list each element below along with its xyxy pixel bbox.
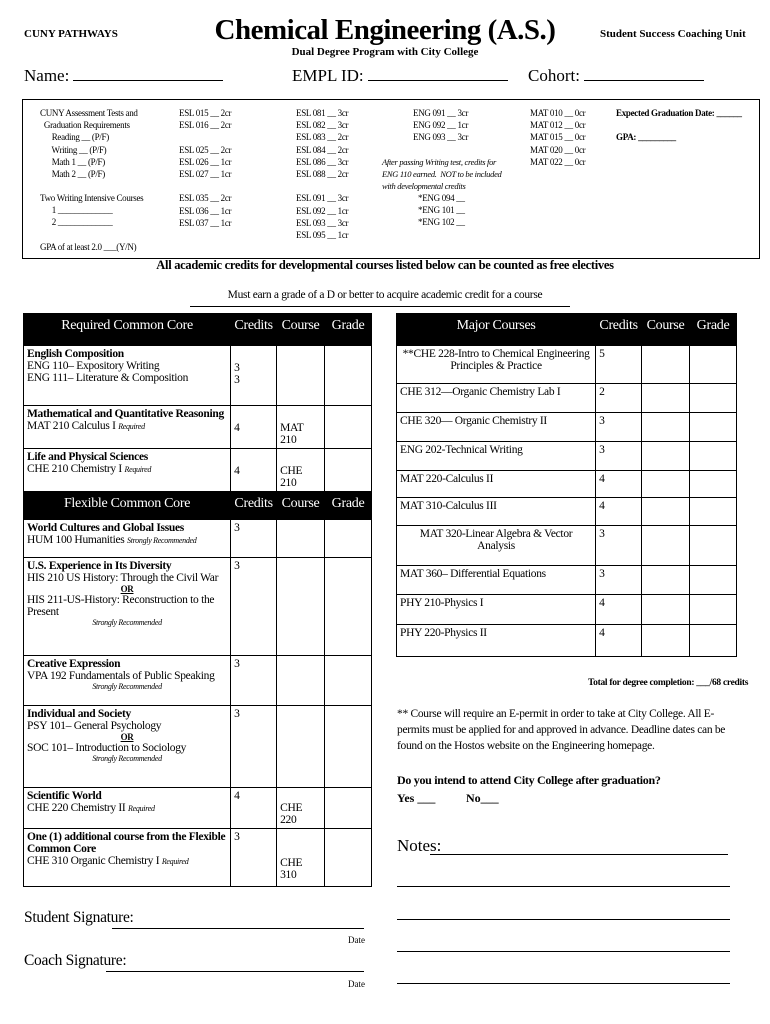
- credits-value: 2: [596, 384, 642, 413]
- credits-value: 3: [596, 442, 642, 471]
- grade-header: Grade: [690, 314, 737, 346]
- required-tag: Required: [128, 804, 155, 813]
- table-row: [24, 449, 372, 492]
- name-label: Name:: [24, 66, 70, 85]
- course-value: CHE 310: [280, 857, 303, 881]
- course-cell[interactable]: [642, 346, 690, 384]
- major-course-name: CHE 320— Organic Chemistry II: [397, 413, 596, 442]
- major-course-name: MAT 220-Calculus II: [397, 471, 596, 498]
- grade-cell[interactable]: [325, 520, 372, 558]
- recommended-tag: Strongly Recommended: [92, 618, 162, 627]
- grade-cell[interactable]: [325, 346, 372, 406]
- course-value: CHE 220: [280, 802, 303, 826]
- table-row: [397, 526, 737, 566]
- course-value: CHE 210: [280, 465, 303, 489]
- math-title: Mathematical and Quantitative Reasoning: [27, 408, 224, 420]
- common-core-table: [23, 313, 372, 887]
- yes-option[interactable]: Yes ___: [397, 791, 436, 805]
- major-course-name: PHY 210-Physics I: [397, 595, 596, 625]
- credits-value: 3: [231, 656, 277, 706]
- vpa-192: VPA 192 Fundamentals of Public Speaking: [27, 670, 215, 682]
- eng-list: ENG 091 __ 3cr ENG 092 __ 1cr ENG 093 __ 3cr: [413, 108, 469, 143]
- or-label: OR: [120, 584, 134, 594]
- grade-cell[interactable]: [690, 625, 737, 657]
- table-row: [24, 346, 372, 406]
- student-signature-label: Student Signature:: [24, 909, 134, 926]
- course-cell[interactable]: [277, 520, 325, 558]
- grade-cell[interactable]: [325, 406, 372, 449]
- major-course-name: CHE 312—Organic Chemistry Lab I: [397, 384, 596, 413]
- table-row: [397, 595, 737, 625]
- date-label: Date: [348, 935, 365, 945]
- course-cell[interactable]: [642, 498, 690, 526]
- grade-cell[interactable]: [690, 526, 737, 566]
- table-row: [397, 442, 737, 471]
- grade-requirement-note: Must earn a grade of a D or better to acquire academic credit for a course: [227, 289, 543, 301]
- page-title: Chemical Engineering (A.S.): [214, 14, 556, 46]
- major-course-name: ENG 202-Technical Writing: [397, 442, 596, 471]
- add-course-name: CHE 310 Organic Chemistry I: [27, 855, 160, 867]
- credits-value: 5: [596, 346, 642, 384]
- credits-value: 3: [231, 706, 277, 788]
- course-cell[interactable]: [642, 526, 690, 566]
- course-header: Course: [277, 492, 325, 520]
- major-course-name: MAT 360– Differential Equations: [397, 566, 596, 595]
- major-course-name: MAT 310-Calculus III: [397, 498, 596, 526]
- grade-cell[interactable]: [690, 471, 737, 498]
- table-row: [24, 656, 372, 706]
- credits-value: 3: [231, 520, 277, 558]
- creative-expression-title: Creative Expression: [27, 658, 121, 670]
- table-row: [397, 384, 737, 413]
- table-row: [397, 413, 737, 442]
- psy-101: PSY 101– General Psychology: [27, 720, 162, 732]
- major-courses-header: Major Courses: [397, 314, 596, 346]
- notes-line[interactable]: [397, 919, 730, 920]
- table-row: [24, 829, 372, 887]
- course-header: Course: [277, 314, 325, 346]
- assessment-tests: CUNY Assessment Tests and Graduation Requirements Reading __ (P/F) Writing __ (P/F) Math 1 __ (P/F) Math 2 __ (P/F): [40, 108, 138, 180]
- required-core-header: Required Common Core: [24, 314, 231, 346]
- cohort-label: Cohort:: [528, 66, 580, 85]
- coach-signature-label: Coach Signature:: [24, 952, 127, 969]
- grade-cell[interactable]: [325, 449, 372, 492]
- course-cell[interactable]: [277, 346, 325, 406]
- course-cell[interactable]: [642, 595, 690, 625]
- us-experience-title: U.S. Experience in Its Diversity: [27, 560, 172, 572]
- required-tag: Required: [161, 857, 189, 866]
- notes-line[interactable]: [397, 983, 730, 984]
- total-credits: Total for degree completion: ___/68 credits: [588, 678, 749, 688]
- recommended-tag: Strongly Recommended: [92, 754, 162, 763]
- course-value: MAT 210: [280, 422, 304, 446]
- major-course-name: MAT 320-Linear Algebra & Vector Analysis: [397, 526, 596, 566]
- empl-field[interactable]: [292, 66, 508, 86]
- credits-value: 3: [231, 829, 277, 887]
- cohort-field[interactable]: [528, 66, 704, 86]
- course-cell[interactable]: [642, 566, 690, 595]
- mat-list: MAT 010 __ 0cr MAT 012 __ 0cr MAT 015 __ 0cr MAT 020 __ 0cr MAT 022 __ 0cr: [530, 108, 586, 167]
- credits-value: 3: [596, 566, 642, 595]
- date-label: Date: [348, 979, 365, 989]
- course-cell[interactable]: [277, 558, 325, 656]
- notes-label: Notes:: [397, 836, 442, 855]
- credits-header: Credits: [596, 314, 642, 346]
- credits-header: Credits: [231, 314, 277, 346]
- grade-cell[interactable]: [325, 788, 372, 829]
- life-science-title: Life and Physical Sciences: [27, 451, 148, 463]
- table-row: [397, 498, 737, 526]
- credits-value: 3: [596, 413, 642, 442]
- grade-cell[interactable]: [325, 656, 372, 706]
- individual-society-title: Individual and Society: [27, 708, 131, 720]
- eng-note: After passing Writing test, credits for ENG 110 earned. NOT to be included with developmental credits: [382, 157, 502, 192]
- gpa-requirement: GPA of at least 2.0 ___(Y/N): [40, 242, 137, 252]
- grade-cell[interactable]: [690, 346, 737, 384]
- empl-line[interactable]: [368, 66, 508, 81]
- credits-value: 3: [234, 362, 240, 374]
- course-cell[interactable]: [642, 442, 690, 471]
- eng-111: ENG 111– Literature & Composition: [27, 372, 189, 384]
- credits-value: 4: [596, 471, 642, 498]
- expected-graduation: Expected Graduation Date: ______: [616, 108, 742, 118]
- table-row: [24, 520, 372, 558]
- grade-cell[interactable]: [690, 595, 737, 625]
- table-row: [397, 566, 737, 595]
- grade-cell[interactable]: [690, 384, 737, 413]
- no-option[interactable]: No___: [466, 791, 499, 805]
- life-course-name: CHE 210 Chemistry I: [27, 463, 122, 475]
- table-row: [397, 471, 737, 498]
- gpa-field: GPA: _________: [616, 132, 676, 142]
- table-row: [24, 788, 372, 829]
- epermit-note: ** Course will require an E-permit in order to take at City College. All E-permits must be applied for and approved in advance. Deadline dates can be found on the Hostos website on the Engineering homepage.: [397, 708, 726, 752]
- grade-cell[interactable]: [325, 706, 372, 788]
- name-line[interactable]: [73, 66, 223, 81]
- empl-label: EMPL ID:: [292, 66, 364, 85]
- divider: [190, 306, 570, 307]
- table-row: [24, 406, 372, 449]
- credits-value: 4: [596, 498, 642, 526]
- credits-value: 3: [596, 526, 642, 566]
- notes-line[interactable]: [397, 886, 730, 887]
- credits-value: 4: [234, 422, 240, 434]
- course-cell[interactable]: [277, 706, 325, 788]
- course-cell[interactable]: [642, 625, 690, 657]
- electives-note: All academic credits for developmental courses listed below can be counted as free electives: [156, 258, 614, 272]
- flexible-core-header: Flexible Common Core: [24, 492, 231, 520]
- required-tag: Required: [118, 422, 145, 431]
- grade-cell[interactable]: [325, 558, 372, 656]
- notes-line[interactable]: [397, 951, 730, 952]
- major-course-name: **CHE 228-Intro to Chemical Engineering Principles & Practice: [397, 346, 596, 384]
- major-course-name: PHY 220-Physics II: [397, 625, 596, 657]
- world-cultures-title: World Cultures and Global Issues: [27, 522, 184, 534]
- pathways-label: CUNY PATHWAYS: [24, 28, 118, 40]
- cohort-line[interactable]: [584, 66, 704, 81]
- esl-list-b: ESL 081 __ 3cr ESL 082 __ 3cr ESL 083 __ 2cr ESL 084 __ 2cr ESL 086 __ 3cr ESL 088 __ 2cr ESL 091 __ 3cr ESL 092 __ 1cr ESL 093 __ 3cr ESL 095 __ 1cr: [296, 108, 349, 241]
- table-row: [397, 346, 737, 384]
- student-signature-line[interactable]: [112, 928, 364, 929]
- table-row: [24, 706, 372, 788]
- his-210: HIS 210 US History: Through the Civil War: [27, 572, 219, 584]
- recommended-tag: Strongly Recommended: [92, 682, 162, 691]
- credits-value: 3: [234, 374, 240, 386]
- credits-value: 4: [234, 465, 240, 477]
- english-comp-title: English Composition: [27, 348, 124, 360]
- required-tag: Required: [124, 465, 152, 474]
- course-cell[interactable]: [642, 413, 690, 442]
- grade-cell[interactable]: [690, 413, 737, 442]
- recommended-tag: Strongly Recommended: [127, 536, 197, 545]
- his-211: HIS 211-US-History: Reconstruction to the Present: [27, 594, 215, 618]
- eng-star-list: *ENG 094 __ *ENG 101 __ *ENG 102 __: [418, 193, 465, 228]
- grade-cell[interactable]: [690, 498, 737, 526]
- grade-header: Grade: [325, 492, 372, 520]
- grade-cell[interactable]: [690, 566, 737, 595]
- course-cell[interactable]: [642, 384, 690, 413]
- course-header: Course: [642, 314, 690, 346]
- credits-value: 3: [231, 558, 277, 656]
- city-college-question: Do you intend to attend City College after graduation?: [397, 773, 661, 787]
- or-label: OR: [120, 732, 134, 742]
- soc-101: SOC 101– Introduction to Sociology: [27, 742, 187, 754]
- course-cell[interactable]: [277, 656, 325, 706]
- credits-value: 4: [596, 625, 642, 657]
- writing-intensive: Two Writing Intensive Courses 1 _____________ 2 _____________: [40, 193, 144, 228]
- credits-value: 4: [596, 595, 642, 625]
- grade-cell[interactable]: [325, 829, 372, 887]
- coach-signature-line[interactable]: [106, 971, 364, 972]
- math-course-name: MAT 210 Calculus I: [27, 420, 116, 432]
- sw-course-name: CHE 220 Chemistry II: [27, 802, 126, 814]
- table-row: [24, 558, 372, 656]
- coaching-unit-label: Student Success Coaching Unit: [600, 28, 746, 40]
- name-field[interactable]: [24, 66, 223, 86]
- wc-course-name: HUM 100 Humanities: [27, 534, 125, 546]
- credits-header: Credits: [231, 492, 277, 520]
- scientific-world-title: Scientific World: [27, 790, 102, 802]
- major-courses-table: [396, 313, 737, 657]
- notes-line[interactable]: [430, 854, 728, 855]
- grade-header: Grade: [325, 314, 372, 346]
- table-row: [397, 625, 737, 657]
- additional-course-title: One (1) additional course from the Flexible Common Core: [27, 831, 226, 855]
- page-subtitle: Dual Degree Program with City College: [291, 46, 479, 58]
- credits-value: 4: [231, 788, 277, 829]
- esl-list-a: ESL 015 __ 2cr ESL 016 __ 2cr ESL 025 __ 2cr ESL 026 __ 1cr ESL 027 __ 1cr ESL 035 __ 2cr ESL 036 __ 1cr ESL 037 __ 1cr: [179, 108, 232, 228]
- grade-cell[interactable]: [690, 442, 737, 471]
- course-cell[interactable]: [642, 471, 690, 498]
- eng-110: ENG 110– Expository Writing: [27, 360, 160, 372]
